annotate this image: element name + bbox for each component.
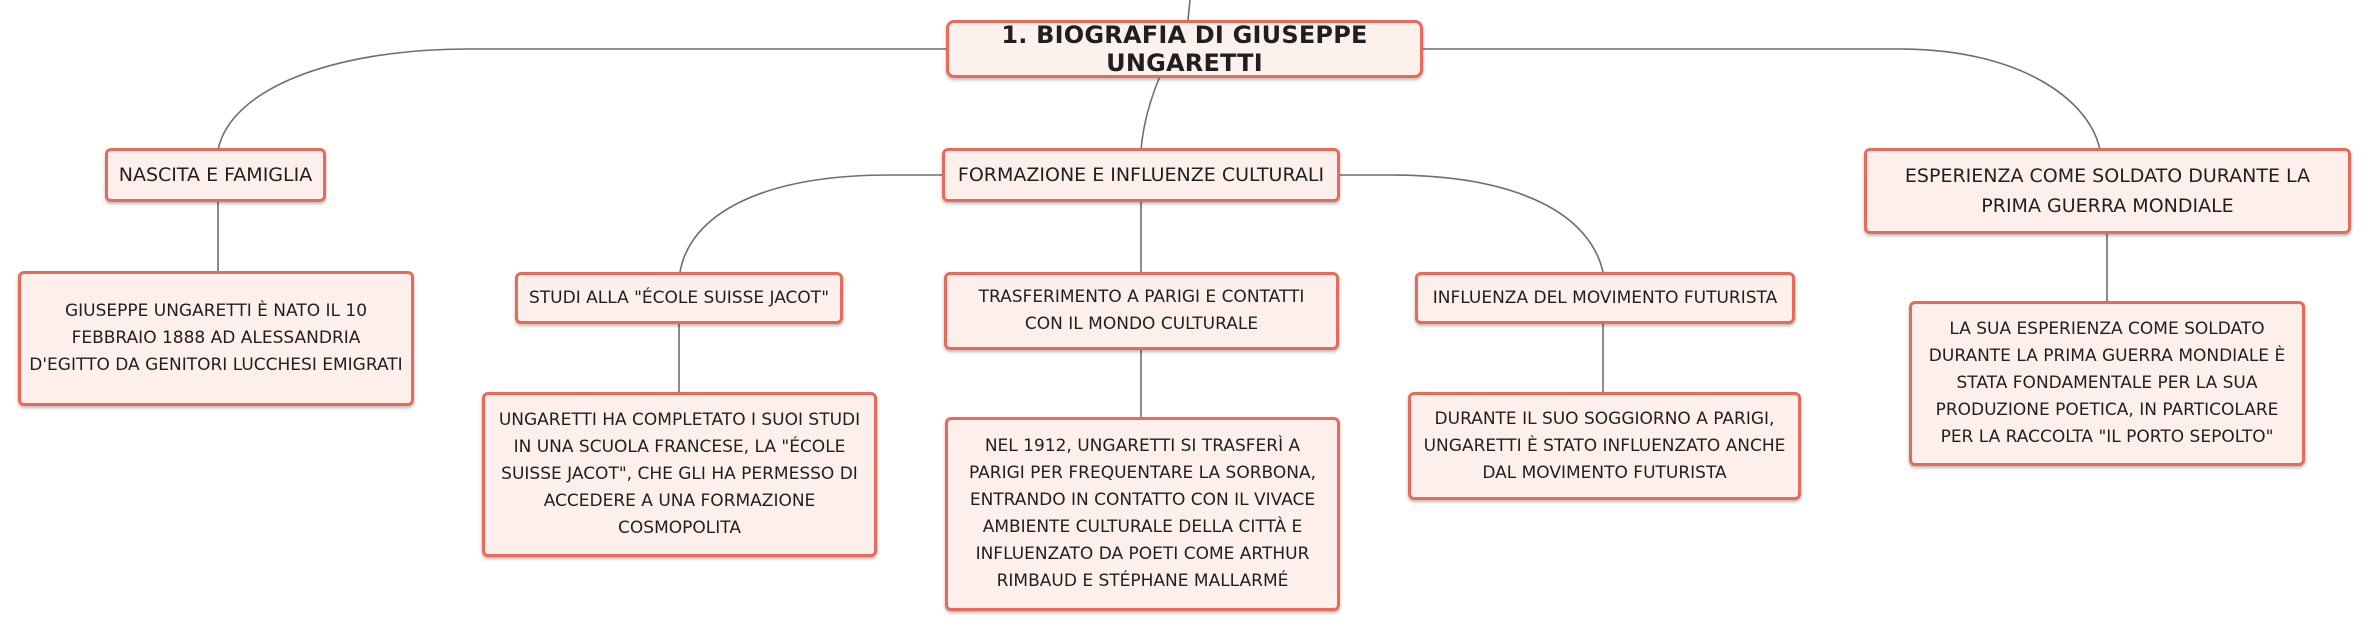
root-node[interactable] <box>946 20 1423 78</box>
topic-nascita[interactable] <box>105 148 326 202</box>
connector-formazione-futurismo <box>1339 175 1603 272</box>
connector-root-nascita <box>218 49 946 150</box>
detail-nascita[interactable] <box>18 271 414 406</box>
topic-soldato-label: ESPERIENZA COME SOLDATO DURANTE LA PRIMA GUERRA MONDIALE <box>1904 165 2311 217</box>
topic-formazione-label: FORMAZIONE E INFLUENZE CULTURALI <box>957 164 1325 186</box>
detail-parigi-text: NEL 1912, UNGARETTI SI TRASFERÌ A PARIGI PER FREQUENTARE LA SORBONA, ENTRANDO IN CONTATTO CON IL VIVACE AMBIENTE CULTURALE DELLA CITTÀ E INFLUENZATO DA POETI COME ARTHUR RIMBAUD E STÉPHANE MALLARMÉ <box>968 436 1317 591</box>
topic-formazione[interactable] <box>942 148 1340 202</box>
detail-futurismo-text: DURANTE IL SUO SOGGIORNO A PARIGI, UNGARETTI È STATO INFLUENZATO ANCHE DAL MOVIMENTO FUTURISTA <box>1423 408 1786 483</box>
connector-root-parent <box>1188 0 1190 20</box>
subtopic-parigi[interactable] <box>944 272 1339 350</box>
subtopic-parigi-label: TRASFERIMENTO A PARIGI E CONTATTI CON IL MONDO CULTURALE <box>978 287 1305 334</box>
detail-nascita-text: GIUSEPPE UNGARETTI È NATO IL 10 FEBBRAIO 1888 AD ALESSANDRIA D'EGITTO DA GENITORI LUCCHESI EMIGRATI <box>29 301 403 375</box>
detail-soldato[interactable] <box>1909 301 2305 466</box>
detail-studi-text: UNGARETTI HA COMPLETATO I SUOI STUDI IN UNA SCUOLA FRANCESE, LA "ÉCOLE SUISSE JACOT", CHE GLI HA PERMESSO DI ACCEDERE A UNA FORMAZIONE COSMOPOLITA <box>498 410 861 538</box>
topic-soldato[interactable] <box>1864 148 2351 234</box>
detail-parigi[interactable] <box>945 417 1340 611</box>
subtopic-studi[interactable] <box>515 272 843 324</box>
detail-futurismo[interactable] <box>1408 392 1801 500</box>
connector-formazione-studi <box>680 175 942 272</box>
detail-soldato-text: LA SUA ESPERIENZA COME SOLDATO DURANTE LA PRIMA GUERRA MONDIALE È STATA FONDAMENTALE PER LA SUA PRODUZIONE POETICA, IN PARTICOLARE PER LA RACCOLTA "IL PORTO SEPOLTO" <box>1928 319 2286 447</box>
connector-root-formazione <box>1141 76 1160 150</box>
connector-root-soldato <box>1423 49 2100 150</box>
detail-studi[interactable] <box>482 392 877 557</box>
root-label: 1. BIOGRAFIA DI GIUSEPPE UNGARETTI <box>1001 21 1368 77</box>
topic-nascita-label: NASCITA E FAMIGLIA <box>118 164 313 186</box>
subtopic-futurismo[interactable] <box>1415 272 1795 324</box>
subtopic-studi-label: STUDI ALLA "ÉCOLE SUISSE JACOT" <box>528 287 830 308</box>
subtopic-futurismo-label: INFLUENZA DEL MOVIMENTO FUTURISTA <box>1432 287 1778 308</box>
